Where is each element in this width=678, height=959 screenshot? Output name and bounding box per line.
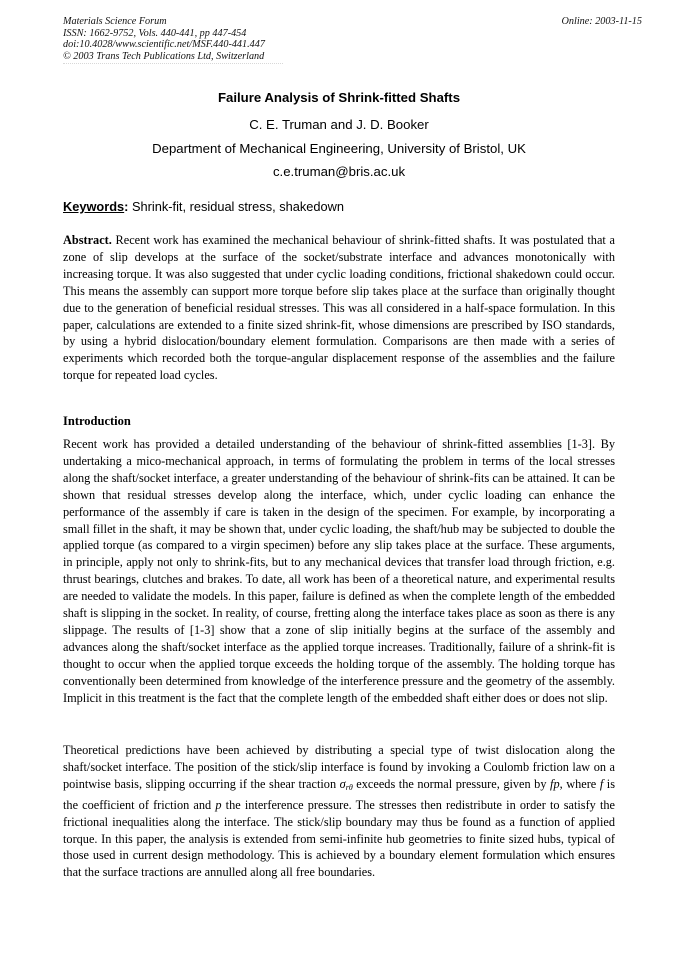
fp-symbol: fp [550,776,560,791]
f-symbol: f [599,776,604,791]
journal-header [63,16,265,62]
keywords-colon: : [124,199,129,214]
issn-line: ISSN: 1662-9752, Vols. 440-441, pp 447-454 [63,27,247,39]
sigma-subscript: rθ [345,782,353,792]
online-date: Online: 2003-11-15 [561,16,642,27]
intro2-text-5: the interference pressure. The stresses then redistribute in order to satisfy the frictional inequalities along the interface. The stick/slip boundary may thus be found as a function of applied torque. In this paper, the analysis is extended from semi-infinite hub geometries to finite sized hubs, typical of those used in current design methodology. This is achieved by a boundary element formulation which ensures that the surface tractions are annulled along all free boundaries. [63,797,615,880]
header-divider [63,63,283,66]
paper-title: Failure Analysis of Shrink-fitted Shafts [217,90,461,105]
doi-link[interactable]: doi:10.4028/www.scientific.net/MSF.440-441.447 [63,39,265,50]
p-symbol: p [215,797,222,812]
intro2-text-2: exceeds the normal pressure, given by [352,776,551,791]
intro2-text-4: is the coefficient of friction and [63,776,615,812]
sigma-symbol: σ [339,776,346,791]
intro2-text-1: Theoretical predictions have been achieved by distributing a special type of twist dislocation along the shaft/socket interface. The position of the stick/slip interface is found by invoking a Coulomb friction law on a pointwise basis, slipping occurring if the shear traction [63,743,615,791]
section-heading-introduction: Introduction [63,414,131,428]
keywords-text: Shrink-fit, residual stress, shakedown [128,199,344,214]
introduction-paragraph-2 [63,742,615,881]
copyright-line: © 2003 Trans Tech Publications Ltd, Switzerland [63,50,265,62]
journal-name: Materials Science Forum [63,16,167,27]
author-email[interactable]: c.e.truman@bris.ac.uk [272,164,406,179]
abstract-label: Abstract. [63,233,112,247]
keywords-label: Keywords [63,199,125,214]
introduction-paragraph-1: Recent work has provided a detailed understanding of the behaviour of shrink-fitted assemblies [1-3]. By undertaking a mico-mechanical approach, in terms of formulating the problem in terms of the local stresses along the shaft/socket interface, a greater understanding of the behaviour of shrink-fits can be attained. It can be shown that residual stresses develop along the interface, which, under cyclic loading can enhance the performance of the assembly if care is taken in the design of the specimen. For example, by incorporating a small fillet in the shaft, it may be shown that, under cyclic loading, the shaft/hub may be subjected to double the applied torque (as compared to a virgin specimen) before any slip takes place at the surface. These arguments, in principle, apply not only to shrink-fits, but to any mechanical devices that transfer load through friction, e.g. thrust bearings, clutches and brakes. To date, all work has been of a theoretical nature, and experimental results are needed to validate the models. In this paper, failure is defined as when the complete length of the embedded shaft is slipping in the socket. In reality, of course, fretting along the interface takes place as soon as there is any slippage. The results of [1-3] show that a zone of slip initially begins at the surface of the assembly and advances along the shaft/socket interface as the applied torque increases. Traditionally, failure of a shrink-fit is thought to occur when the applied torque exceeds the holding torque of the assembly. The holding torque has conventionally been determined from knowledge of the interference pressure and the geometry of the assembly. Implicit in this treatment is the fact that the complete length of the embedded shaft either does or does not slip. [63,437,615,705]
intro2-text-3: , where [559,776,600,791]
keywords-line [63,199,344,214]
paper-authors: C. E. Truman and J. D. Booker [249,117,429,132]
abstract-text: Recent work has examined the mechanical behaviour of shrink-fitted shafts. It was postulated that a zone of slip develops at the surface of the socket/substrate interface and advances monotonically with increasing torque. It was also suggested that under cyclic loading conditions, frictional shakedown could occur. This means the assembly can support more torque before slip takes place at the surface than originally thought due to the generation of beneficial residual stresses. This was all considered in a half-space formulation. In this paper, calculations are extended to a finite sized shrink-fit, whose dimensions are prescribed by ISO standards, by using a hybrid dislocation/boundary element formulation. Comparisons are then made with a series of experiments which recorded both the torque-angular displacement response of the assemblies and the failure torque for repeated load cycles. [63,233,615,383]
abstract-paragraph [63,232,615,384]
shear-traction-symbol [340,777,353,791]
paper-affiliation: Department of Mechanical Engineering, University of Bristol, UK [152,141,526,156]
